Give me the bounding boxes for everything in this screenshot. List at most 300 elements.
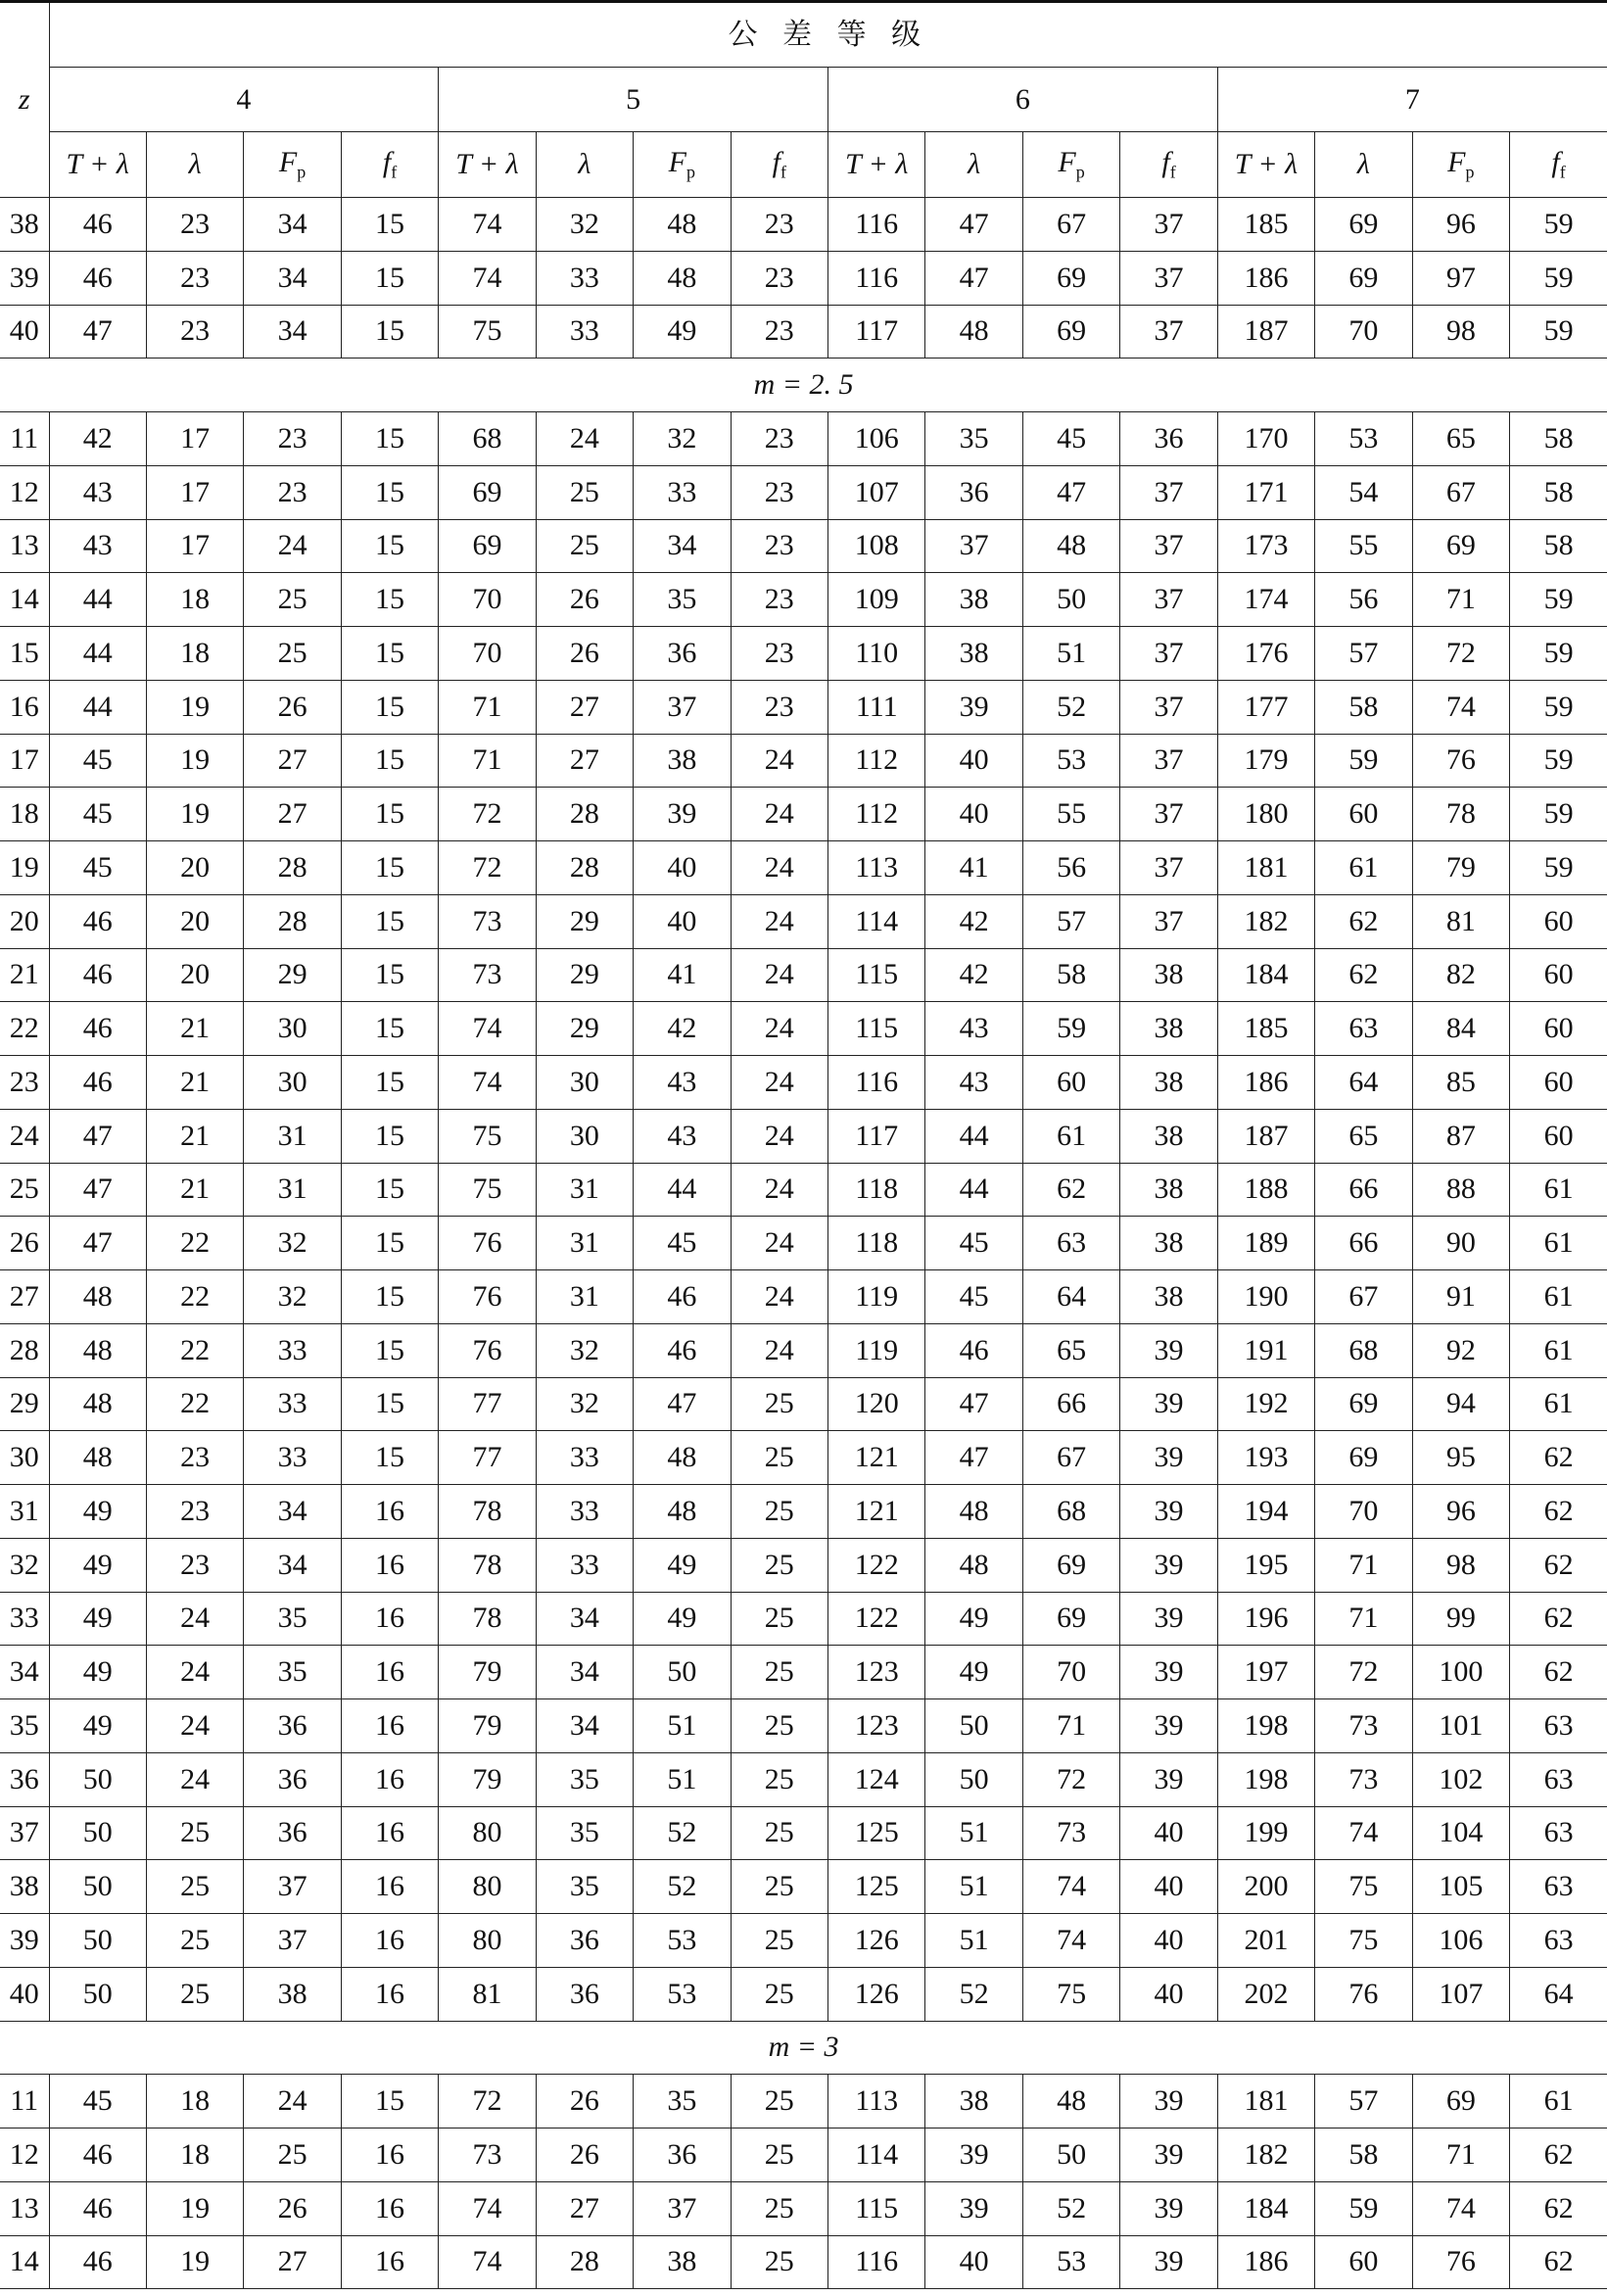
table-cell: 37 bbox=[1120, 519, 1217, 573]
table-cell: 50 bbox=[49, 1806, 146, 1860]
table-cell: 32 bbox=[244, 1217, 341, 1270]
header-row-subcolumns bbox=[0, 132, 1607, 198]
table-cell: 43 bbox=[925, 1056, 1022, 1110]
table-cell: 78 bbox=[439, 1485, 536, 1539]
table-cell: 45 bbox=[49, 734, 146, 788]
table-cell: 73 bbox=[439, 2129, 536, 2182]
table-cell: 48 bbox=[634, 1485, 731, 1539]
table-cell: 48 bbox=[49, 1270, 146, 1324]
table-cell: 34 bbox=[244, 198, 341, 252]
z-value-cell: 17 bbox=[0, 734, 49, 788]
table-cell: 34 bbox=[536, 1699, 633, 1753]
table-cell: 31 bbox=[244, 1163, 341, 1217]
table-cell: 24 bbox=[731, 1056, 827, 1110]
table-cell: 49 bbox=[49, 1592, 146, 1646]
subcol-f-p-grade-4 bbox=[244, 132, 341, 198]
table-cell: 46 bbox=[49, 894, 146, 948]
table-cell: 38 bbox=[925, 2075, 1022, 2129]
table-cell: 15 bbox=[341, 1270, 438, 1324]
table-cell: 71 bbox=[439, 680, 536, 734]
table-cell: 55 bbox=[1022, 788, 1119, 841]
table-cell: 72 bbox=[439, 2075, 536, 2129]
table-cell: 19 bbox=[146, 2181, 243, 2235]
table-cell: 71 bbox=[1315, 1538, 1412, 1592]
table-cell: 185 bbox=[1217, 198, 1314, 252]
table-cell: 110 bbox=[828, 627, 925, 681]
table-cell: 115 bbox=[828, 948, 925, 1002]
table-cell: 15 bbox=[341, 305, 438, 359]
subcol-symbol: λ bbox=[1356, 148, 1370, 180]
table-cell: 27 bbox=[536, 2181, 633, 2235]
table-cell: 23 bbox=[731, 198, 827, 252]
table-cell: 115 bbox=[828, 1002, 925, 1056]
table-cell: 46 bbox=[49, 2129, 146, 2182]
table-cell: 25 bbox=[731, 2129, 827, 2182]
table-cell: 18 bbox=[146, 2075, 243, 2129]
table-cell: 40 bbox=[925, 2235, 1022, 2289]
table-cell: 53 bbox=[1315, 412, 1412, 466]
subcol-subscript: f bbox=[1169, 162, 1176, 182]
table-cell: 38 bbox=[1120, 1163, 1217, 1217]
table-cell: 35 bbox=[634, 573, 731, 627]
table-cell: 94 bbox=[1412, 1377, 1509, 1431]
table-row bbox=[0, 1109, 1607, 1163]
table-cell: 38 bbox=[925, 573, 1022, 627]
table-cell: 71 bbox=[1412, 573, 1509, 627]
table-cell: 63 bbox=[1510, 1914, 1607, 1968]
table-cell: 48 bbox=[49, 1431, 146, 1485]
table-cell: 201 bbox=[1217, 1914, 1314, 1968]
table-cell: 41 bbox=[634, 948, 731, 1002]
table-cell: 180 bbox=[1217, 788, 1314, 841]
table-cell: 173 bbox=[1217, 519, 1314, 573]
table-cell: 28 bbox=[536, 2235, 633, 2289]
table-cell: 31 bbox=[536, 1270, 633, 1324]
table-cell: 51 bbox=[925, 1860, 1022, 1914]
table-cell: 59 bbox=[1510, 841, 1607, 895]
subcol-symbol: λ bbox=[578, 148, 591, 180]
table-cell: 39 bbox=[1120, 1377, 1217, 1431]
table-cell: 81 bbox=[439, 1967, 536, 2021]
table-cell: 17 bbox=[146, 412, 243, 466]
subcol-symbol: f bbox=[1161, 146, 1170, 179]
table-cell: 189 bbox=[1217, 1217, 1314, 1270]
table-cell: 71 bbox=[439, 734, 536, 788]
table-cell: 25 bbox=[146, 1967, 243, 2021]
table-cell: 38 bbox=[1120, 1056, 1217, 1110]
table-cell: 60 bbox=[1510, 948, 1607, 1002]
table-cell: 116 bbox=[828, 251, 925, 305]
table-cell: 59 bbox=[1510, 627, 1607, 681]
table-cell: 18 bbox=[146, 2129, 243, 2182]
table-cell: 69 bbox=[1315, 198, 1412, 252]
table-cell: 16 bbox=[341, 1699, 438, 1753]
table-cell: 15 bbox=[341, 412, 438, 466]
z-value-cell: 15 bbox=[0, 627, 49, 681]
table-cell: 24 bbox=[146, 1646, 243, 1699]
z-value-cell: 34 bbox=[0, 1646, 49, 1699]
table-row bbox=[0, 680, 1607, 734]
table-cell: 37 bbox=[925, 519, 1022, 573]
table-cell: 79 bbox=[439, 1646, 536, 1699]
table-cell: 198 bbox=[1217, 1752, 1314, 1806]
table-cell: 46 bbox=[49, 1002, 146, 1056]
table-cell: 22 bbox=[146, 1270, 243, 1324]
table-cell: 74 bbox=[439, 2235, 536, 2289]
table-cell: 19 bbox=[146, 680, 243, 734]
table-cell: 28 bbox=[536, 788, 633, 841]
table-cell: 37 bbox=[1120, 627, 1217, 681]
table-cell: 28 bbox=[244, 894, 341, 948]
table-cell: 33 bbox=[536, 1431, 633, 1485]
table-cell: 65 bbox=[1022, 1323, 1119, 1377]
subcol-subscript: p bbox=[1075, 162, 1085, 182]
table-cell: 49 bbox=[634, 1538, 731, 1592]
table-cell: 27 bbox=[244, 734, 341, 788]
subcol-symbol: f bbox=[772, 146, 780, 179]
table-cell: 33 bbox=[536, 305, 633, 359]
table-cell: 23 bbox=[731, 305, 827, 359]
table-cell: 23 bbox=[244, 465, 341, 519]
table-cell: 44 bbox=[49, 573, 146, 627]
table-cell: 74 bbox=[439, 251, 536, 305]
table-cell: 40 bbox=[1120, 1860, 1217, 1914]
table-cell: 187 bbox=[1217, 1109, 1314, 1163]
table-cell: 182 bbox=[1217, 2129, 1314, 2182]
table-cell: 39 bbox=[1120, 2075, 1217, 2129]
table-cell: 68 bbox=[1315, 1323, 1412, 1377]
table-cell: 39 bbox=[1120, 1485, 1217, 1539]
table-cell: 15 bbox=[341, 627, 438, 681]
module-section-row bbox=[0, 2021, 1607, 2075]
table-cell: 25 bbox=[731, 1967, 827, 2021]
table-cell: 184 bbox=[1217, 948, 1314, 1002]
table-cell: 56 bbox=[1022, 841, 1119, 895]
table-cell: 39 bbox=[925, 680, 1022, 734]
table-cell: 62 bbox=[1510, 1592, 1607, 1646]
table-cell: 97 bbox=[1412, 251, 1509, 305]
table-cell: 49 bbox=[634, 1592, 731, 1646]
table-cell: 73 bbox=[439, 948, 536, 1002]
subcol-f-f-grade-7 bbox=[1510, 132, 1607, 198]
table-cell: 42 bbox=[925, 894, 1022, 948]
z-column-header: z bbox=[0, 2, 49, 198]
table-cell: 25 bbox=[244, 573, 341, 627]
table-cell: 60 bbox=[1510, 1002, 1607, 1056]
table-cell: 47 bbox=[49, 305, 146, 359]
module-section-row bbox=[0, 359, 1607, 412]
table-cell: 38 bbox=[1120, 1217, 1217, 1270]
table-row bbox=[0, 519, 1607, 573]
table-cell: 15 bbox=[341, 1323, 438, 1377]
table-cell: 67 bbox=[1022, 1431, 1119, 1485]
table-cell: 50 bbox=[49, 1967, 146, 2021]
table-row bbox=[0, 1002, 1607, 1056]
table-cell: 116 bbox=[828, 198, 925, 252]
table-cell: 77 bbox=[439, 1431, 536, 1485]
subcol-f-f-grade-4 bbox=[341, 132, 438, 198]
table-cell: 52 bbox=[1022, 2181, 1119, 2235]
table-cell: 176 bbox=[1217, 627, 1314, 681]
subcol-symbol: T + λ bbox=[455, 148, 519, 180]
table-cell: 60 bbox=[1510, 1109, 1607, 1163]
table-cell: 51 bbox=[925, 1806, 1022, 1860]
table-cell: 50 bbox=[1022, 2129, 1119, 2182]
table-cell: 118 bbox=[828, 1163, 925, 1217]
table-cell: 58 bbox=[1022, 948, 1119, 1002]
table-cell: 47 bbox=[925, 1377, 1022, 1431]
table-cell: 111 bbox=[828, 680, 925, 734]
table-cell: 17 bbox=[146, 519, 243, 573]
table-cell: 42 bbox=[49, 412, 146, 466]
table-cell: 28 bbox=[244, 841, 341, 895]
table-cell: 47 bbox=[925, 198, 1022, 252]
table-row bbox=[0, 1377, 1607, 1431]
table-cell: 19 bbox=[146, 788, 243, 841]
table-cell: 37 bbox=[244, 1914, 341, 1968]
table-cell: 45 bbox=[925, 1270, 1022, 1324]
table-cell: 32 bbox=[244, 1270, 341, 1324]
table-cell: 22 bbox=[146, 1323, 243, 1377]
table-cell: 185 bbox=[1217, 1002, 1314, 1056]
table-cell: 37 bbox=[1120, 305, 1217, 359]
subcol-subscript: f bbox=[780, 162, 786, 182]
table-cell: 71 bbox=[1412, 2129, 1509, 2182]
table-cell: 112 bbox=[828, 734, 925, 788]
z-value-cell: 39 bbox=[0, 251, 49, 305]
table-cell: 15 bbox=[341, 948, 438, 1002]
table-cell: 43 bbox=[925, 1002, 1022, 1056]
table-cell: 122 bbox=[828, 1592, 925, 1646]
subcol-subscript: f bbox=[391, 162, 398, 182]
table-cell: 67 bbox=[1412, 465, 1509, 519]
table-cell: 15 bbox=[341, 1377, 438, 1431]
table-cell: 40 bbox=[634, 841, 731, 895]
table-row bbox=[0, 251, 1607, 305]
table-row bbox=[0, 1699, 1607, 1753]
table-cell: 87 bbox=[1412, 1109, 1509, 1163]
table-cell: 114 bbox=[828, 2129, 925, 2182]
table-cell: 24 bbox=[731, 1270, 827, 1324]
table-cell: 39 bbox=[1120, 2235, 1217, 2289]
table-cell: 39 bbox=[925, 2129, 1022, 2182]
subcol-lambda-grade-6 bbox=[925, 132, 1022, 198]
table-cell: 36 bbox=[244, 1806, 341, 1860]
table-row bbox=[0, 1163, 1607, 1217]
table-cell: 38 bbox=[925, 627, 1022, 681]
table-cell: 44 bbox=[49, 627, 146, 681]
table-cell: 23 bbox=[731, 680, 827, 734]
table-cell: 15 bbox=[341, 788, 438, 841]
table-cell: 38 bbox=[634, 2235, 731, 2289]
table-cell: 37 bbox=[244, 1860, 341, 1914]
table-cell: 62 bbox=[1510, 1485, 1607, 1539]
subcol-f-p-grade-6 bbox=[1022, 132, 1119, 198]
table-cell: 75 bbox=[439, 305, 536, 359]
table-cell: 60 bbox=[1315, 2235, 1412, 2289]
table-cell: 38 bbox=[634, 734, 731, 788]
table-cell: 25 bbox=[731, 1377, 827, 1431]
table-cell: 61 bbox=[1510, 2075, 1607, 2129]
table-cell: 24 bbox=[731, 1109, 827, 1163]
tolerance-grade-title: 公 差 等 级 bbox=[49, 2, 1607, 68]
table-cell: 52 bbox=[925, 1967, 1022, 2021]
table-cell: 109 bbox=[828, 573, 925, 627]
table-cell: 25 bbox=[146, 1914, 243, 1968]
table-cell: 24 bbox=[146, 1592, 243, 1646]
table-cell: 76 bbox=[439, 1270, 536, 1324]
table-cell: 76 bbox=[439, 1323, 536, 1377]
table-cell: 73 bbox=[1315, 1752, 1412, 1806]
table-cell: 24 bbox=[146, 1752, 243, 1806]
table-cell: 23 bbox=[731, 412, 827, 466]
table-cell: 117 bbox=[828, 305, 925, 359]
table-cell: 24 bbox=[731, 788, 827, 841]
table-cell: 59 bbox=[1510, 251, 1607, 305]
table-cell: 15 bbox=[341, 251, 438, 305]
table-cell: 34 bbox=[244, 1538, 341, 1592]
z-value-cell: 27 bbox=[0, 1270, 49, 1324]
table-cell: 32 bbox=[536, 1377, 633, 1431]
table-cell: 113 bbox=[828, 2075, 925, 2129]
subcol-lambda-grade-5 bbox=[536, 132, 633, 198]
table-row bbox=[0, 734, 1607, 788]
table-cell: 35 bbox=[536, 1752, 633, 1806]
table-cell: 58 bbox=[1510, 412, 1607, 466]
table-cell: 186 bbox=[1217, 2235, 1314, 2289]
table-row bbox=[0, 948, 1607, 1002]
table-cell: 15 bbox=[341, 1163, 438, 1217]
table-cell: 44 bbox=[925, 1163, 1022, 1217]
table-cell: 45 bbox=[49, 2075, 146, 2129]
table-cell: 124 bbox=[828, 1752, 925, 1806]
table-cell: 69 bbox=[1315, 1431, 1412, 1485]
table-cell: 198 bbox=[1217, 1699, 1314, 1753]
table-cell: 39 bbox=[1120, 1752, 1217, 1806]
table-cell: 78 bbox=[1412, 788, 1509, 841]
table-cell: 119 bbox=[828, 1270, 925, 1324]
table-cell: 120 bbox=[828, 1377, 925, 1431]
table-cell: 20 bbox=[146, 841, 243, 895]
table-cell: 92 bbox=[1412, 1323, 1509, 1377]
table-cell: 69 bbox=[1022, 1592, 1119, 1646]
table-cell: 35 bbox=[634, 2075, 731, 2129]
table-row bbox=[0, 1860, 1607, 1914]
table-cell: 63 bbox=[1315, 1002, 1412, 1056]
table-cell: 20 bbox=[146, 894, 243, 948]
table-cell: 52 bbox=[1022, 680, 1119, 734]
table-cell: 36 bbox=[244, 1752, 341, 1806]
table-cell: 45 bbox=[1022, 412, 1119, 466]
table-cell: 188 bbox=[1217, 1163, 1314, 1217]
table-cell: 23 bbox=[146, 305, 243, 359]
table-row bbox=[0, 627, 1607, 681]
table-cell: 63 bbox=[1510, 1699, 1607, 1753]
table-cell: 50 bbox=[634, 1646, 731, 1699]
table-cell: 60 bbox=[1510, 1056, 1607, 1110]
z-value-cell: 32 bbox=[0, 1538, 49, 1592]
table-cell: 72 bbox=[1315, 1646, 1412, 1699]
table-cell: 75 bbox=[439, 1109, 536, 1163]
table-cell: 15 bbox=[341, 1056, 438, 1110]
table-cell: 44 bbox=[634, 1163, 731, 1217]
table-row bbox=[0, 573, 1607, 627]
table-cell: 60 bbox=[1022, 1056, 1119, 1110]
table-cell: 23 bbox=[731, 573, 827, 627]
table-cell: 41 bbox=[925, 841, 1022, 895]
table-cell: 186 bbox=[1217, 1056, 1314, 1110]
table-cell: 16 bbox=[341, 1914, 438, 1968]
table-cell: 32 bbox=[634, 412, 731, 466]
table-cell: 70 bbox=[1315, 305, 1412, 359]
z-value-cell: 26 bbox=[0, 1217, 49, 1270]
table-cell: 15 bbox=[341, 841, 438, 895]
table-cell: 187 bbox=[1217, 305, 1314, 359]
table-cell: 36 bbox=[634, 2129, 731, 2182]
table-row bbox=[0, 1538, 1607, 1592]
table-cell: 80 bbox=[439, 1806, 536, 1860]
table-cell: 25 bbox=[731, 1431, 827, 1485]
table-cell: 36 bbox=[244, 1699, 341, 1753]
table-cell: 68 bbox=[439, 412, 536, 466]
table-row bbox=[0, 788, 1607, 841]
table-cell: 101 bbox=[1412, 1699, 1509, 1753]
table-cell: 47 bbox=[925, 1431, 1022, 1485]
table-cell: 80 bbox=[439, 1860, 536, 1914]
table-cell: 50 bbox=[925, 1752, 1022, 1806]
table-cell: 19 bbox=[146, 2235, 243, 2289]
table-cell: 117 bbox=[828, 1109, 925, 1163]
z-value-cell: 35 bbox=[0, 1699, 49, 1753]
table-row bbox=[0, 1646, 1607, 1699]
table-row bbox=[0, 1967, 1607, 2021]
table-cell: 61 bbox=[1510, 1163, 1607, 1217]
table-cell: 18 bbox=[146, 627, 243, 681]
table-cell: 57 bbox=[1315, 627, 1412, 681]
table-cell: 39 bbox=[1120, 2181, 1217, 2235]
table-cell: 15 bbox=[341, 734, 438, 788]
table-cell: 33 bbox=[244, 1323, 341, 1377]
table-cell: 49 bbox=[49, 1485, 146, 1539]
table-cell: 181 bbox=[1217, 841, 1314, 895]
table-row bbox=[0, 1592, 1607, 1646]
table-cell: 116 bbox=[828, 1056, 925, 1110]
table-cell: 25 bbox=[146, 1806, 243, 1860]
table-cell: 25 bbox=[536, 519, 633, 573]
table-cell: 47 bbox=[49, 1163, 146, 1217]
z-value-cell: 14 bbox=[0, 2235, 49, 2289]
table-cell: 22 bbox=[146, 1217, 243, 1270]
table-cell: 33 bbox=[536, 1485, 633, 1539]
header-row-title bbox=[0, 2, 1607, 68]
z-value-cell: 33 bbox=[0, 1592, 49, 1646]
table-cell: 37 bbox=[1120, 841, 1217, 895]
table-cell: 58 bbox=[1510, 519, 1607, 573]
table-row bbox=[0, 412, 1607, 466]
table-cell: 61 bbox=[1510, 1217, 1607, 1270]
table-cell: 74 bbox=[1412, 680, 1509, 734]
table-cell: 62 bbox=[1510, 1646, 1607, 1699]
table-cell: 82 bbox=[1412, 948, 1509, 1002]
table-cell: 59 bbox=[1510, 305, 1607, 359]
table-cell: 46 bbox=[634, 1323, 731, 1377]
table-cell: 104 bbox=[1412, 1806, 1509, 1860]
table-cell: 62 bbox=[1510, 2235, 1607, 2289]
z-value-cell: 40 bbox=[0, 305, 49, 359]
table-cell: 52 bbox=[634, 1860, 731, 1914]
subcol-t-plus-lambda-grade-5 bbox=[439, 132, 536, 198]
z-value-cell: 11 bbox=[0, 412, 49, 466]
